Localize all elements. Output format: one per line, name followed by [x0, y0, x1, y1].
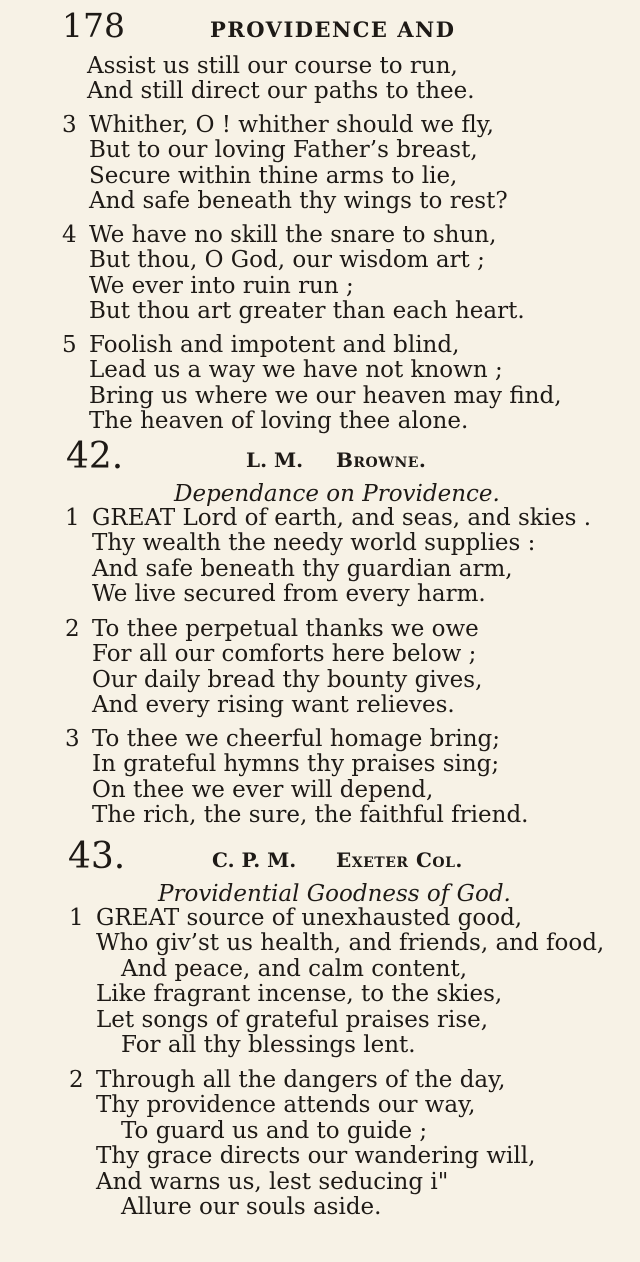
verse-line: We ever into ruin run ;	[89, 272, 354, 299]
verse-number: 1	[69, 905, 84, 931]
verse-3	[65, 726, 529, 829]
verse-number: 3	[65, 726, 80, 752]
verse-3	[62, 112, 508, 215]
verse-line: The rich, the sure, the faithful friend.	[92, 802, 529, 829]
verse-line: GREAT Lord of earth, and seas, and skies .	[92, 505, 592, 531]
verse-line: Foolish and impotent and blind,	[89, 332, 460, 358]
verse-line: But thou art greater than each heart.	[89, 298, 525, 325]
verse-line: Thy grace directs our wandering will,	[96, 1143, 536, 1170]
verse-line: And still direct our paths to thee.	[87, 78, 475, 105]
verse-line: Through all the dangers of the day,	[96, 1067, 506, 1093]
verse-line: But to our loving Father’s breast,	[89, 137, 478, 164]
page-header	[62, 6, 582, 46]
verse-number: 4	[62, 222, 77, 248]
verse-line: We live secured from every harm.	[92, 581, 486, 608]
running-title: PROVIDENCE AND	[210, 17, 456, 42]
hymn-tune: Exeter Col.	[336, 848, 463, 872]
verse-line: To guard us and to guide ;	[121, 1117, 428, 1144]
verse-2	[69, 1067, 536, 1221]
verse-line: And safe beneath thy wings to rest?	[89, 188, 508, 215]
verse-line: On thee we ever will depend,	[92, 776, 434, 803]
verse-line: Who giv’st us health, and friends, and food,	[96, 930, 605, 957]
verse-line: Our daily bread thy bounty gives,	[92, 666, 483, 693]
hymn-42-heading	[66, 436, 586, 476]
verse-line: Bring us where we our heaven may find,	[89, 382, 562, 409]
verse-line: Thy providence attends our way,	[96, 1092, 476, 1119]
verse-line: For all thy blessings lent.	[121, 1032, 416, 1059]
verse-line: And warns us, lest seducing i"	[96, 1168, 449, 1195]
continued-verse	[87, 54, 475, 105]
verse-number: 3	[62, 112, 77, 138]
verse-line: And every rising want relieves.	[92, 692, 455, 719]
verse-line: GREAT source of unexhausted good,	[96, 905, 523, 931]
verse-5	[62, 332, 562, 435]
verse-line: To thee perpetual thanks we owe	[92, 616, 479, 642]
verse-line: Let songs of grateful praises rise,	[96, 1006, 489, 1033]
verse-number: 5	[62, 332, 77, 358]
hymn-meter: L. M.	[246, 448, 304, 472]
verse-number: 2	[69, 1067, 84, 1093]
verse-line: Secure within thine arms to lie,	[89, 162, 458, 189]
verse-2	[65, 616, 483, 719]
page-number: 178	[62, 6, 125, 45]
hymn-subject: Providential Goodness of God.	[158, 881, 511, 907]
verse-line: We have no skill the snare to shun,	[89, 222, 497, 248]
verse-line: Like fragrant incense, to the skies,	[96, 981, 503, 1008]
verse-line: And peace, and calm content,	[121, 955, 468, 982]
verse-line: For all our comforts here below ;	[92, 641, 477, 668]
verse-line: But thou, O God, our wisdom art ;	[89, 247, 485, 274]
verse-line: Allure our souls aside.	[121, 1194, 382, 1221]
hymn-number: 42.	[66, 436, 124, 477]
hymn-meter: C. P. M.	[212, 848, 297, 872]
hymn-tune: Browne.	[336, 448, 427, 472]
hymn-number: 43.	[68, 836, 126, 877]
verse-line: The heaven of loving thee alone.	[89, 408, 469, 435]
verse-line: And safe beneath thy guardian arm,	[92, 555, 513, 582]
hymn-subject: Dependance on Providence.	[174, 481, 500, 507]
verse-line: In grateful hymns thy praises sing;	[92, 751, 500, 778]
verse-1	[69, 905, 605, 1059]
verse-line: Lead us a way we have not known ;	[89, 357, 503, 384]
verse-number: 1	[65, 505, 80, 531]
verse-number: 2	[65, 616, 80, 642]
verse-1	[65, 505, 592, 608]
verse-line: Thy wealth the needy world supplies :	[92, 530, 536, 557]
verse-line: Whither, O ! whither should we fly,	[89, 112, 494, 138]
verse-line: To thee we cheerful homage bring;	[92, 726, 501, 752]
verse-line: Assist us still our course to run,	[87, 53, 458, 79]
hymn-43-heading	[68, 836, 588, 876]
verse-4	[62, 222, 525, 325]
